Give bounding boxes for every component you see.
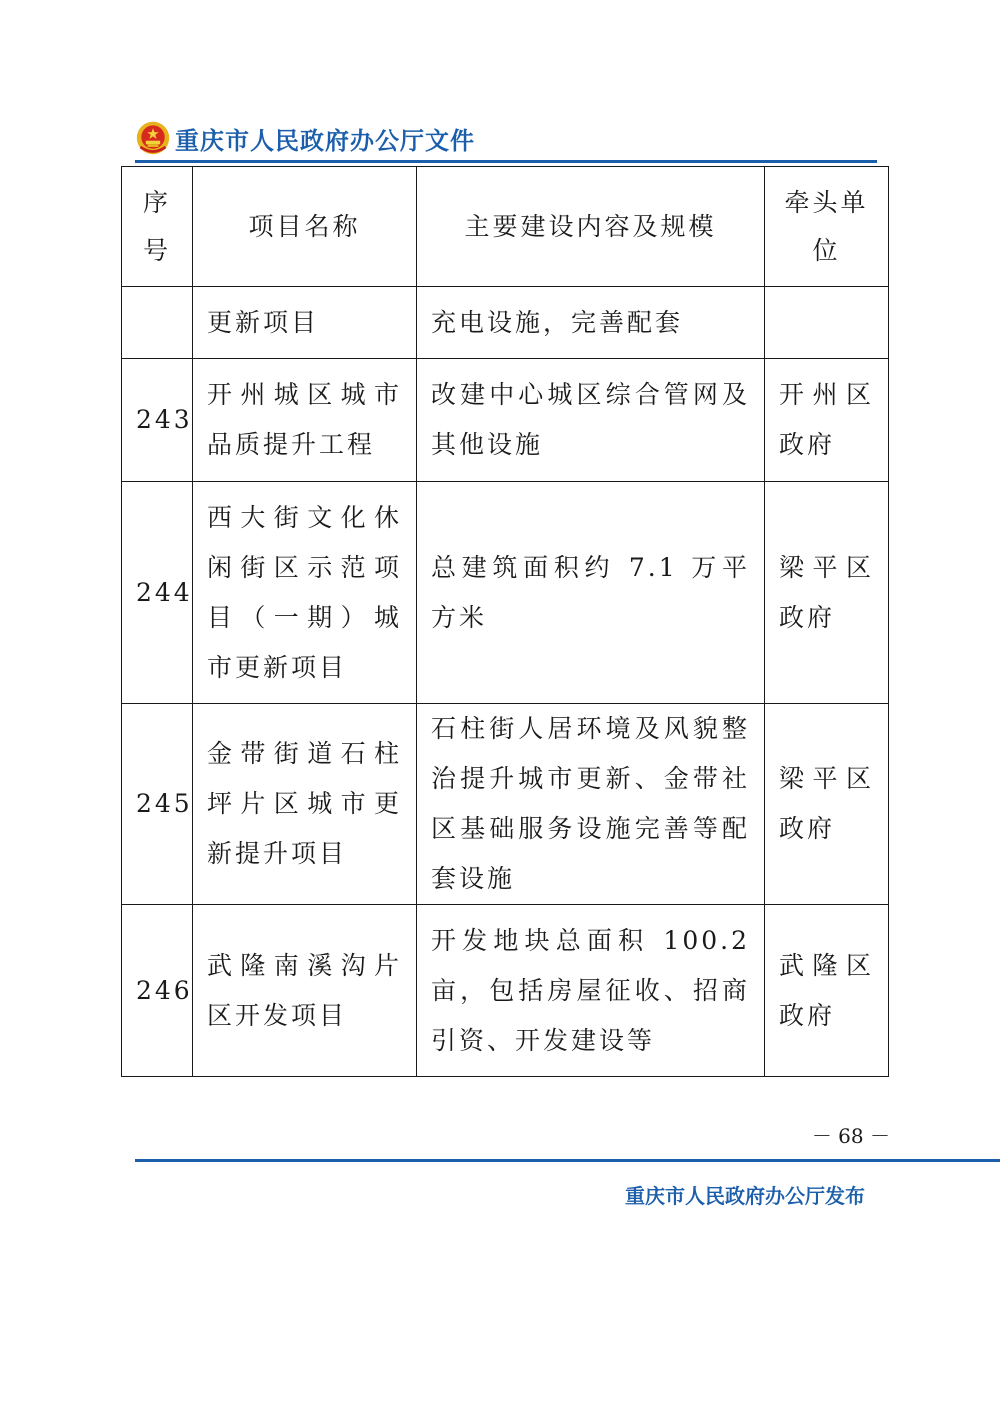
row-seq: 243 [122,359,193,482]
table-row [122,287,889,359]
row-content: 充电设施，完善配套 [417,287,765,359]
table-row [122,704,889,905]
row-lead-unit: 开州区政府 [765,359,889,482]
column-header-seq: 序号 [122,167,193,287]
row-project-name: 金带街道石柱坪片区城市更新提升项目 [193,704,417,905]
column-header-content: 主要建设内容及规模 [417,167,765,287]
page-number: － 68 － [811,1124,890,1148]
row-project-name: 更新项目 [193,287,417,359]
column-header-unit: 牵头单位 [765,167,889,287]
row-lead-unit: 梁平区政府 [765,704,889,905]
column-header-name: 项目名称 [193,167,417,287]
row-seq [122,287,193,359]
header-divider [135,160,877,163]
row-project-name: 武隆南溪沟片区开发项目 [193,905,417,1077]
footer-publisher: 重庆市人民政府办公厅发布 [625,1184,865,1208]
table-header-row [122,167,889,287]
row-content: 石柱街人居环境及风貌整治提升城市更新、金带社区基础服务设施完善等配套设施 [417,704,765,905]
row-content: 开发地块总面积 100.2 亩，包括房屋征收、招商引资、开发建设等 [417,905,765,1077]
table-row [122,905,889,1077]
row-project-name: 开州城区城市品质提升工程 [193,359,417,482]
row-lead-unit: 梁平区政府 [765,482,889,704]
document-header [135,114,877,162]
row-content: 改建中心城区综合管网及其他设施 [417,359,765,482]
row-lead-unit: 武隆区政府 [765,905,889,1077]
table-row [122,359,889,482]
footer-divider [135,1159,1000,1162]
table-row [122,482,889,704]
row-seq: 244 [122,482,193,704]
row-seq: 246 [122,905,193,1077]
row-lead-unit [765,287,889,359]
row-content: 总建筑面积约 7.1 万平方米 [417,482,765,704]
row-seq: 245 [122,704,193,905]
header-title: 重庆市人民政府办公厅文件 [175,126,475,155]
project-table [121,166,889,1077]
national-emblem-icon [135,120,171,156]
row-project-name: 西大街文化休闲街区示范项目（一期）城市更新项目 [193,482,417,704]
